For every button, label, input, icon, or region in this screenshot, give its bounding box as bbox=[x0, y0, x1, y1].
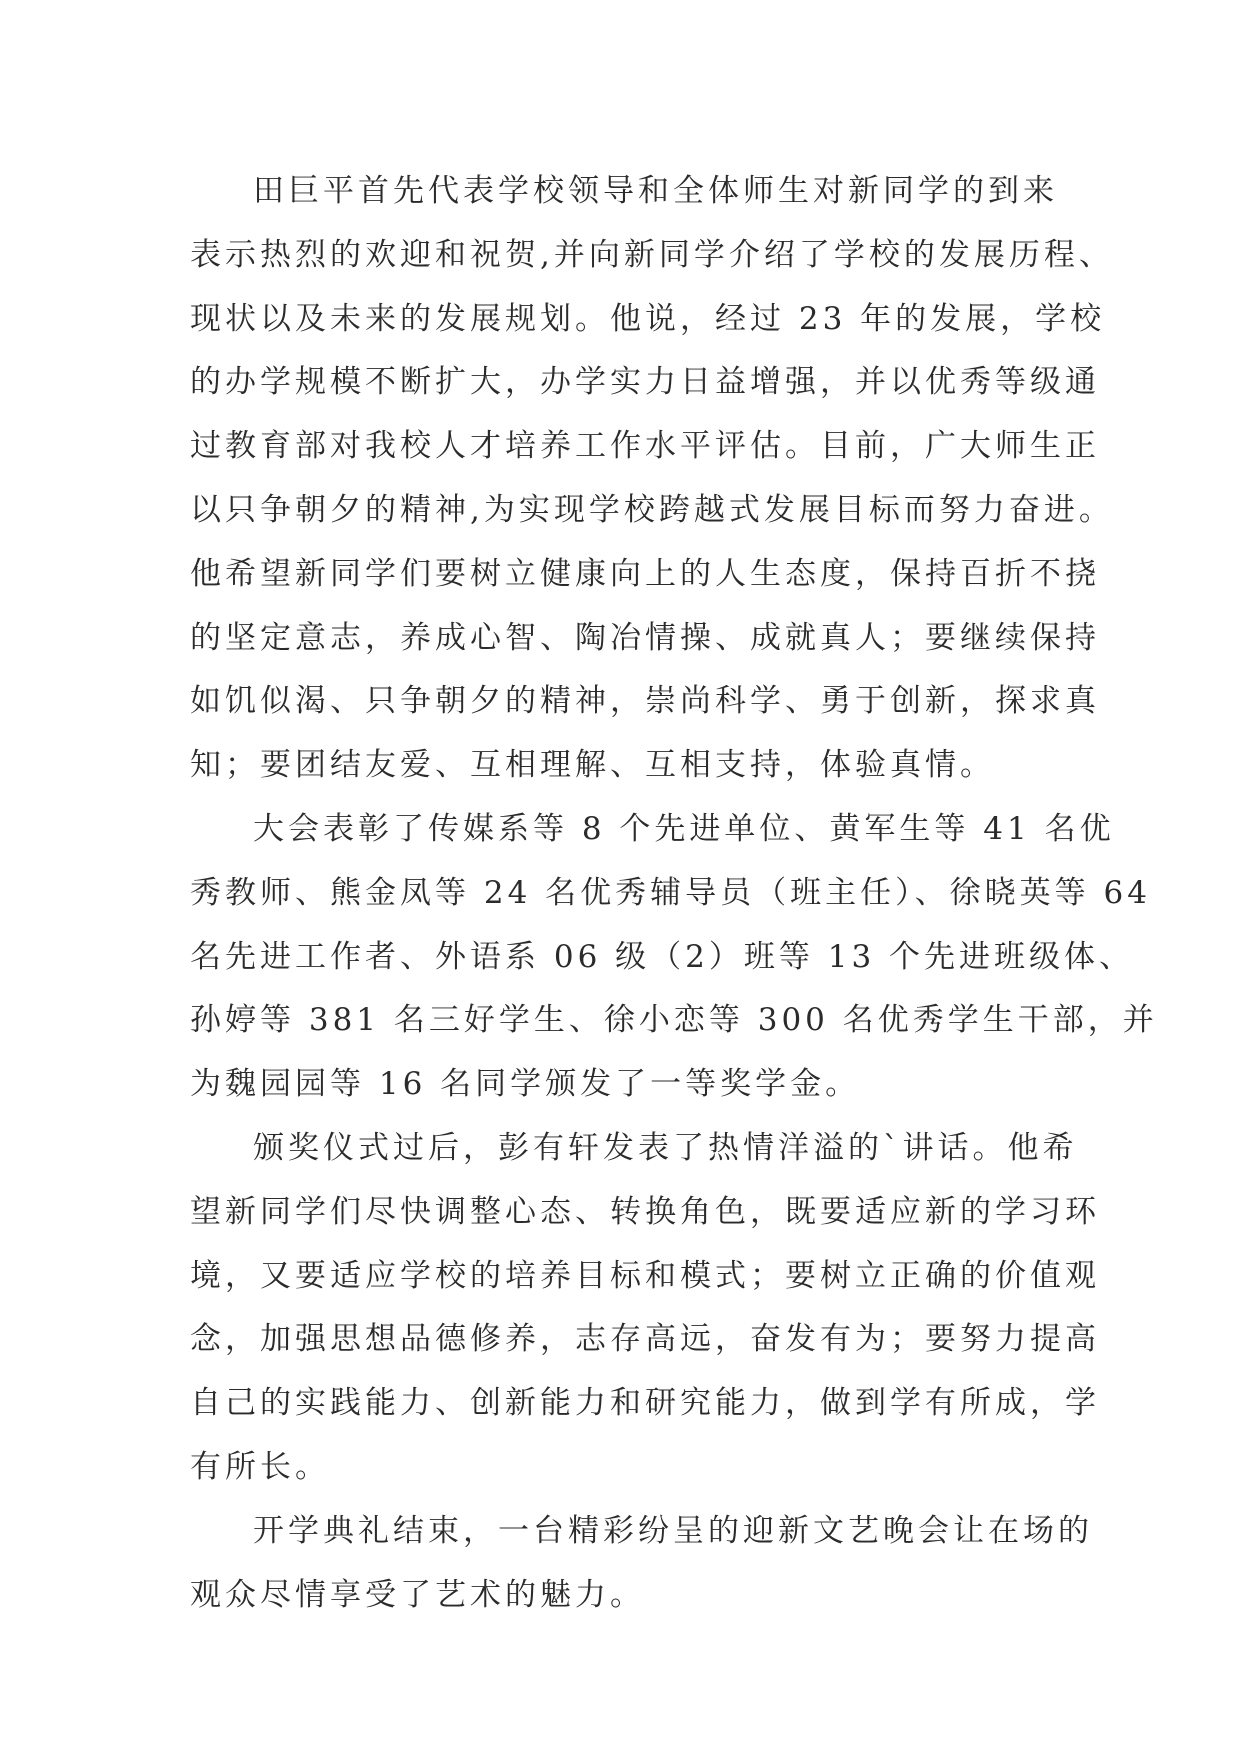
paragraph-1-line-6: 以只争朝夕的精神,为实现学校跨越式发展目标而努力奋进。 bbox=[190, 491, 1114, 528]
paragraph-2-line-5: 为魏园园等 16 名同学颁发了一等奖学金。 bbox=[190, 1066, 861, 1103]
paragraph-2-line-1: 大会表彰了传媒系等 8 个先进单位、黄军生等 41 名优 bbox=[253, 810, 1115, 847]
paragraph-3-line-5: 自己的实践能力、创新能力和研究能力，做到学有所成，学 bbox=[190, 1385, 1100, 1422]
paragraph-3-line-1: 颁奖仪式过后，彭有轩发表了热情洋溢的`讲话。他希 bbox=[253, 1129, 1078, 1166]
paragraph-3-line-4: 念，加强思想品德修养，志存高远，奋发有为；要努力提高 bbox=[190, 1321, 1100, 1358]
paragraph-1-line-5: 过教育部对我校人才培养工作水平评估。目前，广大师生正 bbox=[190, 428, 1100, 465]
paragraph-3-line-6: 有所长。 bbox=[190, 1448, 330, 1485]
paragraph-2-line-2: 秀教师、熊金凤等 24 名优秀辅导员（班主任）、徐晓英等 64 bbox=[190, 874, 1151, 911]
paragraph-1-line-10: 知；要团结友爱、互相理解、互相支持，体验真情。 bbox=[190, 747, 995, 784]
paragraph-3-line-2: 望新同学们尽快调整心态、转换角色，既要适应新的学习环 bbox=[190, 1193, 1100, 1230]
paragraph-1-line-9: 如饥似渴、只争朝夕的精神，崇尚科学、勇于创新，探求真 bbox=[190, 683, 1100, 720]
paragraph-1-line-8: 的坚定意志，养成心智、陶冶情操、成就真人；要继续保持 bbox=[190, 619, 1100, 656]
article-body bbox=[190, 160, 1158, 1627]
paragraph-1-line-3: 现状以及未来的发展规划。他说，经过 23 年的发展，学校 bbox=[190, 300, 1106, 337]
paragraph-4-line-2: 观众尽情享受了艺术的魅力。 bbox=[190, 1576, 645, 1613]
paragraph-4-line-1: 开学典礼结束，一台精彩纷呈的迎新文艺晚会让在场的 bbox=[253, 1512, 1093, 1549]
paragraph-3-line-3: 境，又要适应学校的培养目标和模式；要树立正确的价值观 bbox=[190, 1257, 1100, 1294]
paragraph-1-line-1: 田巨平首先代表学校领导和全体师生对新同学的到来 bbox=[253, 173, 1058, 209]
paragraph-1-line-7: 他希望新同学们要树立健康向上的人生态度，保持百折不挠 bbox=[190, 555, 1100, 592]
paragraph-1-line-4: 的办学规模不断扩大，办学实力日益增强，并以优秀等级通 bbox=[190, 364, 1100, 401]
paragraph-2-line-4: 孙婷等 381 名三好学生、徐小恋等 300 名优秀学生干部，并 bbox=[190, 1002, 1158, 1039]
paragraph-2-line-3: 名先进工作者、外语系 06 级（2）班等 13 个先进班级体、 bbox=[190, 938, 1135, 975]
paragraph-1-line-2: 表示热烈的欢迎和祝贺,并向新同学介绍了学校的发展历程、 bbox=[190, 236, 1114, 273]
